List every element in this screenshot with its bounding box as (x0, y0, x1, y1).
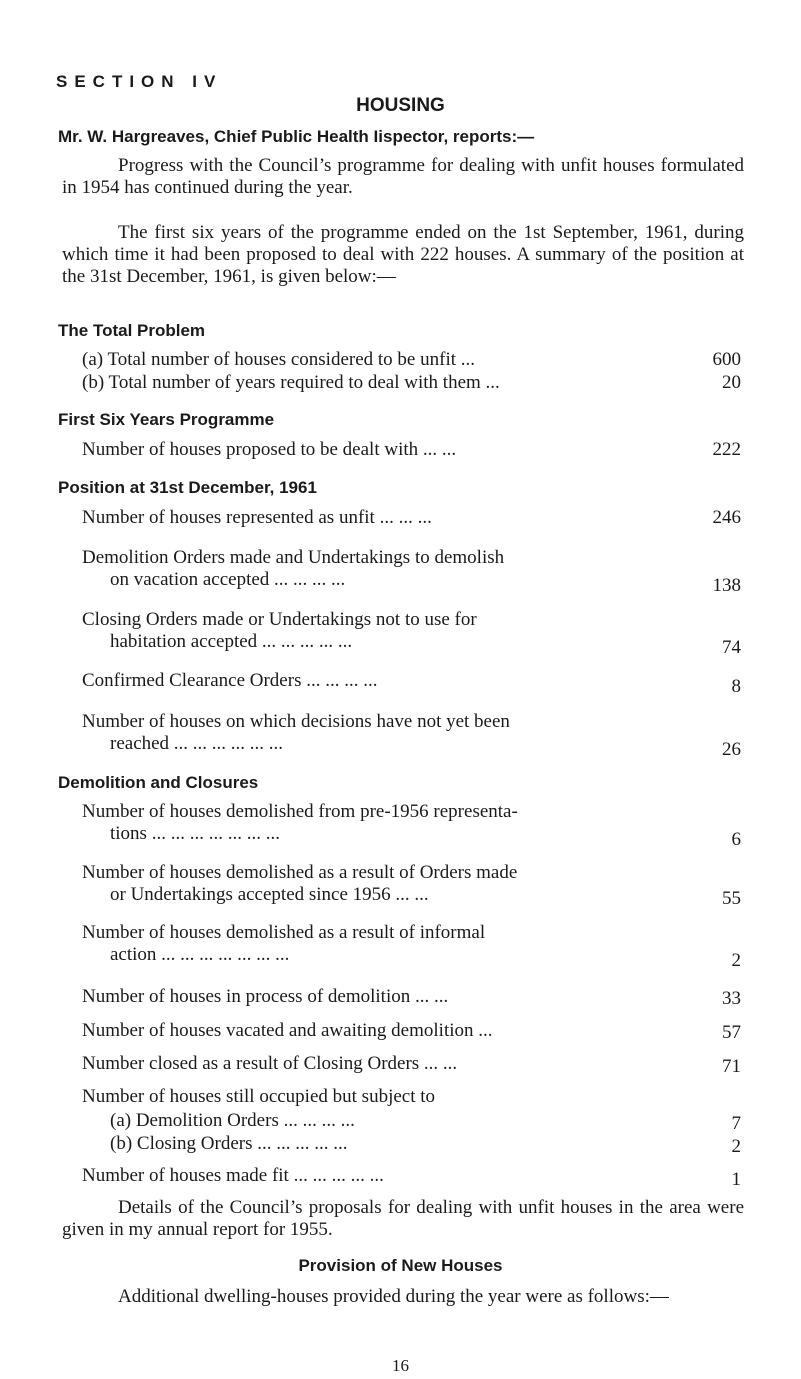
row-value: 55 (722, 888, 741, 909)
row-label: Confirmed Clearance Orders ... ... ... ... (82, 670, 378, 691)
row-value: 26 (722, 739, 741, 760)
row-value: 222 (712, 439, 741, 460)
paragraph-first-six-years: The first six years of the programme ended on the 1st September, 1961, during which time it had been proposed to deal with 222 houses. A summary of the position at the 31st December, 1961, is given below:— (62, 222, 744, 287)
row-label: (a) Total number of houses considered to be unfit ... (82, 349, 475, 370)
heading-demolition-closures: Demolition and Closures (58, 773, 259, 792)
row-label: Number of houses made fit ... ... ... ... ... (82, 1165, 384, 1186)
paragraph-details: Details of the Council’s proposals for dealing with unfit houses in the area were given in my annual report for 1955. (62, 1197, 744, 1240)
heading-first-six-years: First Six Years Programme (58, 410, 275, 429)
heading-position: Position at 31st December, 1961 (58, 478, 317, 497)
row-label: (a) Demolition Orders ... ... ... ... (110, 1110, 355, 1131)
row-value: 8 (731, 676, 741, 697)
row-label: Number of houses in process of demolition ... ... (82, 986, 449, 1007)
row-value: 2 (731, 950, 741, 971)
section-label: SECTION IV (56, 72, 223, 91)
row-value: 1 (731, 1169, 741, 1190)
row-value: 246 (712, 507, 741, 528)
paragraph-progress: Progress with the Council’s programme for dealing with unfit houses formulated in 1954 has continued during the year. (62, 155, 744, 198)
row-label-continued: action ... ... ... ... ... ... ... (110, 944, 290, 965)
row-label: Number of houses represented as unfit ... ... ... (82, 507, 432, 528)
heading-provision: Provision of New Houses (298, 1256, 503, 1275)
row-label-continued: reached ... ... ... ... ... ... (110, 733, 284, 754)
row-value: 74 (722, 637, 741, 658)
row-label-continued: tions ... ... ... ... ... ... ... (110, 823, 280, 844)
row-label: Demolition Orders made and Undertakings to demolish (82, 547, 505, 568)
row-value: 7 (731, 1113, 741, 1134)
row-value: 138 (712, 575, 741, 596)
paragraph-additional: Additional dwelling-houses provided during the year were as follows:— (118, 1286, 669, 1307)
page-title: HOUSING (356, 95, 445, 116)
row-value: 2 (731, 1136, 741, 1157)
row-label-continued: on vacation accepted ... ... ... ... (110, 569, 346, 590)
row-label: Number of houses on which decisions have not yet been (82, 711, 510, 732)
row-value: 20 (722, 372, 741, 393)
row-value: 33 (722, 988, 741, 1009)
row-label: Number of houses demolished from pre-1956 representa- (82, 801, 518, 822)
page-number: 16 (392, 1356, 409, 1375)
row-label-continued: or Undertakings accepted since 1956 ... ... (110, 884, 429, 905)
heading-total-problem: The Total Problem (58, 321, 206, 340)
row-label: (b) Total number of years required to deal with them ... (82, 372, 500, 393)
row-value: 6 (731, 829, 741, 850)
row-label: Closing Orders made or Undertakings not to use for (82, 609, 477, 630)
row-value: 57 (722, 1022, 741, 1043)
row-label-continued: habitation accepted ... ... ... ... ... (110, 631, 353, 652)
row-label: Number of houses demolished as a result of informal (82, 922, 486, 943)
row-label: (b) Closing Orders ... ... ... ... ... (110, 1133, 348, 1154)
row-label: Number of houses demolished as a result of Orders made (82, 862, 518, 883)
intro-line: Mr. W. Hargreaves, Chief Public Health Iispector, reports:— (58, 127, 535, 146)
row-label: Number of houses still occupied but subject to (82, 1086, 436, 1107)
row-value: 71 (722, 1056, 741, 1077)
row-label: Number closed as a result of Closing Orders ... ... (82, 1053, 458, 1074)
row-label: Number of houses vacated and awaiting demolition ... (82, 1020, 493, 1041)
row-label: Number of houses proposed to be dealt with ... ... (82, 439, 457, 460)
row-value: 600 (712, 349, 741, 370)
